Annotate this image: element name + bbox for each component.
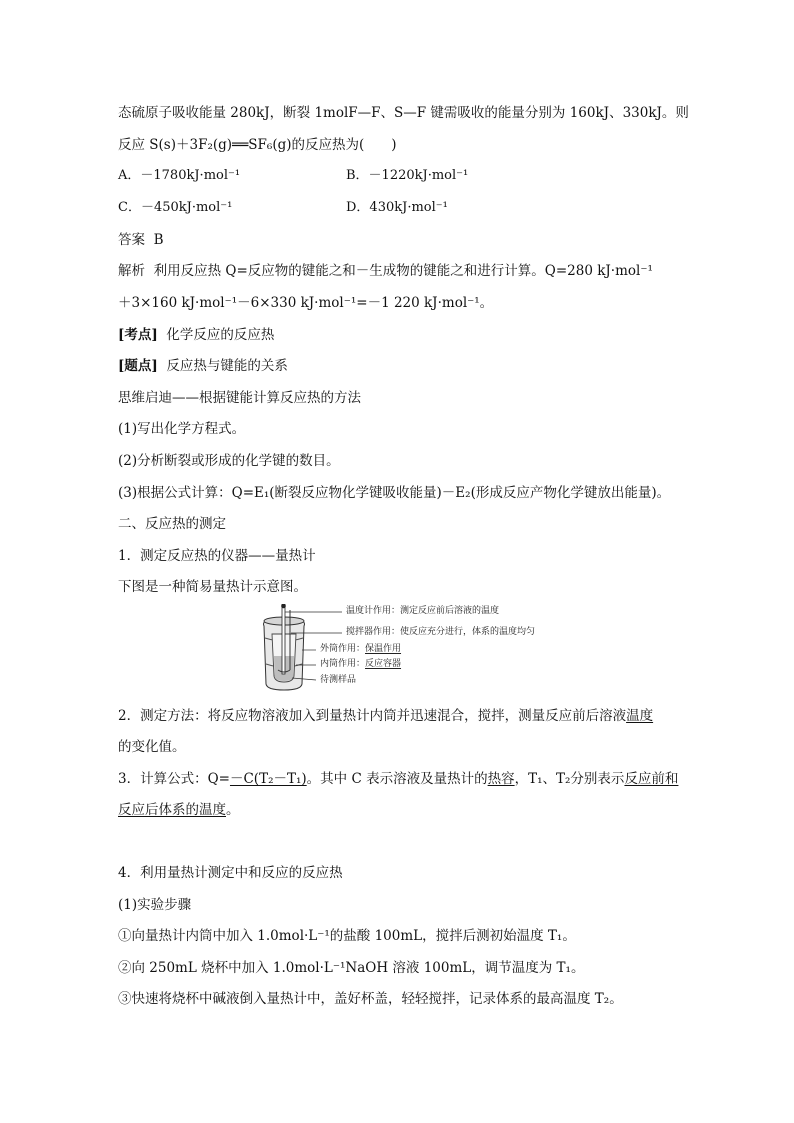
kaodian-text: 化学反应的反应热	[166, 327, 275, 343]
experiment-step-3: ③快速将烧杯中碱液倒入量热计中，盖好杯盖，轻轻搅拌，记录体系的最高温度 T₂。	[118, 991, 623, 1007]
method-line-1	[118, 707, 653, 725]
outer-cup-function: 保温作用	[365, 644, 402, 654]
tidian-text: 反应热与键能的关系	[166, 358, 288, 374]
analysis-line-2: ＋3×160 kJ·mol⁻¹－6×330 kJ·mol⁻¹=－1 220 kJ·mol⁻¹。	[118, 295, 494, 311]
stirrer-label: 搅拌器作用：使反应充分进行，体系的温度均匀	[346, 627, 536, 637]
neutralization-title: 4．利用量热计测定中和反应的反应热	[118, 865, 343, 881]
calorimeter-figure	[258, 604, 558, 696]
kaodian-line	[118, 326, 274, 344]
answer-line	[118, 231, 164, 249]
temperature-blank-2: 反应后体系的温度	[118, 802, 226, 818]
formula-line-2	[118, 801, 240, 819]
section-2-title: 二、反应热的测定	[118, 516, 226, 532]
sample-label: 待测样品	[320, 675, 357, 685]
section-2-heading-1: 1．测定反应热的仪器——量热计	[118, 548, 316, 564]
figure-intro: 下图是一种简易量热计示意图。	[118, 579, 307, 595]
siwei-step-1: (1)写出化学方程式。	[118, 421, 246, 437]
experiment-step-1: ①向量热计内筒中加入 1.0mol·L⁻¹的盐酸 100mL，搅拌后测初始温度 T₁。	[118, 928, 576, 944]
formula-blank: －C(T₂－T₁)	[229, 771, 307, 787]
option-c: C．－450kJ·mol⁻¹	[118, 200, 233, 215]
tidian-line	[118, 357, 288, 375]
method-line-2: 的变化值。	[118, 739, 186, 755]
formula-text-2: ，T₁、T₂分别表示	[514, 771, 625, 787]
answer-label: 答案	[118, 232, 145, 248]
question-line-1: 态硫原子吸收能量 280kJ，断裂 1molF—F、S—F 键需吸收的能量分别为 160kJ、330kJ。则	[118, 105, 689, 121]
inner-cup-label	[320, 659, 401, 670]
inner-cup-label-prefix: 内筒作用：	[320, 659, 366, 669]
temperature-blank-1: 反应前和	[624, 771, 679, 787]
answer-value: B	[153, 232, 164, 248]
formula-prefix: 3．计算公式：Q=	[118, 771, 230, 787]
siwei-step-3: (3)根据公式计算：Q=E₁(断裂反应物化学键吸收能量)－E₂(形成反应产物化学键放出能量)。	[118, 485, 671, 501]
formula-line-1	[118, 770, 678, 788]
siwei-step-2: (2)分析断裂或形成的化学键的数目。	[118, 453, 340, 469]
analysis-label: 解析	[118, 263, 145, 279]
analysis-line-1	[118, 262, 653, 280]
outer-cup-label-prefix: 外筒作用：	[320, 644, 366, 654]
inner-cup-function: 反应容器	[365, 659, 402, 669]
kaodian-label: [考点]	[118, 327, 158, 343]
option-b: B．－1220kJ·mol⁻¹	[346, 168, 469, 183]
option-a: A．－1780kJ·mol⁻¹	[118, 168, 241, 183]
option-d: D．430kJ·mol⁻¹	[346, 200, 448, 215]
method-text: 2．测定方法：将反应物溶液加入到量热计内筒并迅速混合，搅拌，测量反应前后溶液	[118, 708, 627, 724]
formula-text: 。其中 C 表示溶液及量热计的	[306, 771, 488, 787]
calorimeter-diagram	[258, 604, 558, 696]
question-line-2: 反应 S(s)＋3F₂(g)══SF₆(g)的反应热为( )	[118, 137, 397, 153]
thermometer-label: 温度计作用：测定反应前后溶液的温度	[346, 606, 500, 616]
tidian-label: [题点]	[118, 358, 158, 374]
outer-cup-label	[320, 644, 401, 655]
formula-end: 。	[226, 802, 240, 818]
experiment-step-2: ②向 250mL 烧杯中加入 1.0mol·L⁻¹NaOH 溶液 100mL，调节温度为 T₁。	[118, 960, 585, 976]
experiment-steps-heading: (1)实验步骤	[118, 897, 192, 913]
method-blank-temperature: 温度	[626, 708, 654, 724]
siwei-title: 思维启迪——根据键能计算反应热的方法	[118, 390, 361, 406]
heat-capacity-blank: 热容	[487, 771, 515, 787]
analysis-text-1: 利用反应热 Q=反应物的键能之和－生成物的键能之和进行计算。Q=280 kJ·mol⁻¹	[153, 263, 653, 279]
